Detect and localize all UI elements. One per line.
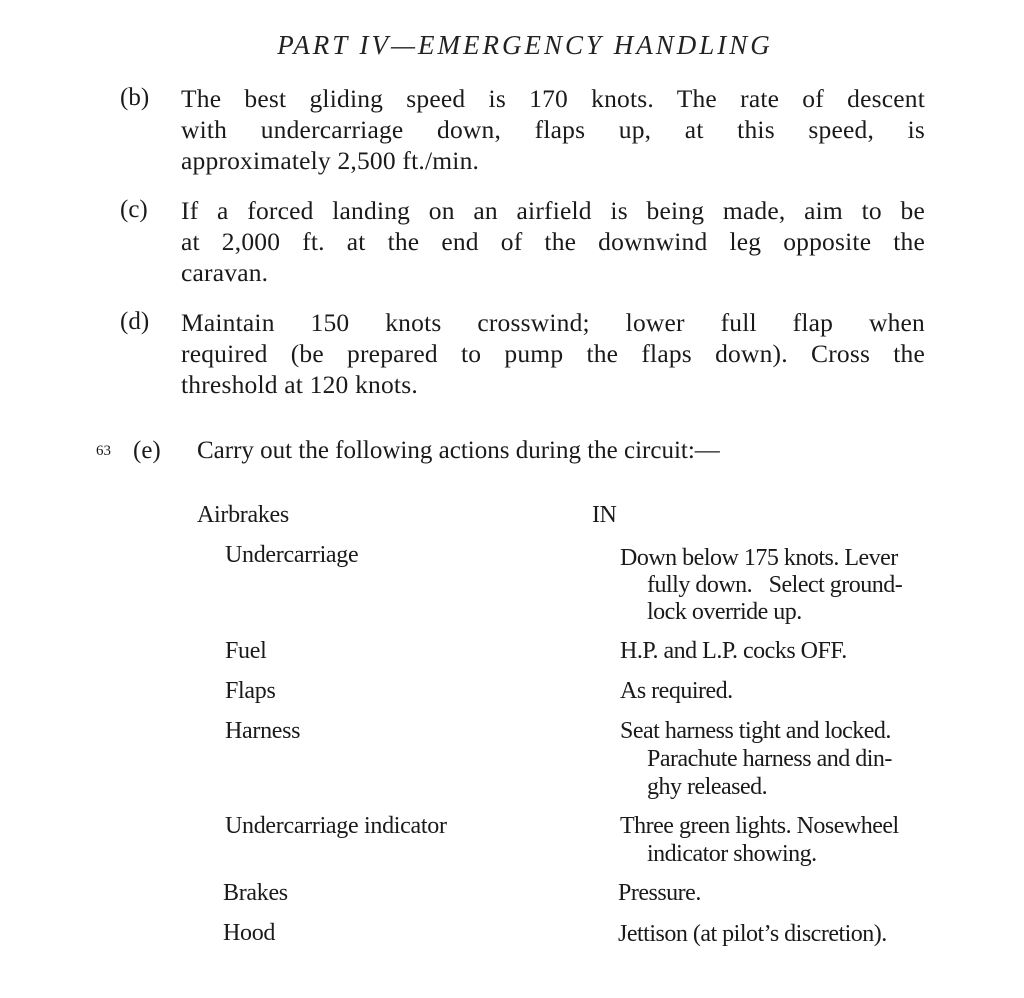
checklist-value: Pressure.: [618, 880, 701, 906]
paragraph-line: approximately 2,500 ft./min.: [181, 146, 480, 175]
page-title: PART IV—EMERGENCY HANDLING: [277, 30, 773, 60]
paragraph-label: (c): [120, 196, 148, 223]
margin-number: 63: [96, 443, 111, 459]
checklist-value: ghy released.: [647, 774, 768, 800]
checklist-item: Fuel: [225, 638, 267, 664]
checklist-item: Flaps: [225, 678, 276, 704]
paragraph-line: Maintain 150 knots crosswind; lower full flap when: [181, 308, 925, 337]
checklist-item: Undercarriage: [225, 542, 359, 568]
checklist-value: Seat harness tight and locked.: [620, 718, 891, 744]
section-e-text: Carry out the following actions during the circuit:—: [197, 437, 720, 464]
checklist-value: Three green lights. Nosewheel: [620, 813, 899, 839]
checklist-value: Parachute harness and din-: [647, 746, 892, 772]
checklist-value: Down below 175 knots. Lever: [620, 545, 898, 571]
paragraph-line: with undercarriage down, flaps up, at this speed, is: [181, 115, 925, 144]
paragraph-line: at 2,000 ft. at the end of the downwind leg opposite the: [181, 227, 925, 256]
checklist-value: IN: [592, 502, 617, 528]
paragraph-line: caravan.: [181, 258, 269, 287]
paragraph-label: (d): [120, 308, 150, 335]
checklist-value: indicator showing.: [647, 841, 817, 867]
paragraph-line: required (be prepared to pump the flaps down). Cross the: [181, 339, 925, 368]
checklist-value: lock override up.: [647, 599, 802, 625]
checklist-value: As required.: [620, 678, 733, 704]
checklist-item: Airbrakes: [197, 502, 289, 528]
paragraph-line: The best gliding speed is 170 knots. The rate of descent: [181, 84, 925, 113]
checklist-item: Brakes: [223, 880, 288, 906]
checklist-item: Undercarriage indicator: [225, 813, 447, 839]
paragraph-line: If a forced landing on an airfield is being made, aim to be: [181, 196, 925, 225]
paragraph-line: threshold at 120 knots.: [181, 370, 418, 399]
checklist-value: fully down. Select ground-: [647, 572, 903, 598]
checklist-value: H.P. and L.P. cocks OFF.: [620, 638, 847, 664]
paragraph-label: (b): [120, 84, 150, 111]
checklist-value: Jettison (at pilot’s discretion).: [618, 921, 887, 947]
section-e-label: (e): [133, 437, 161, 464]
checklist-item: Hood: [223, 920, 276, 946]
checklist-item: Harness: [225, 718, 301, 744]
